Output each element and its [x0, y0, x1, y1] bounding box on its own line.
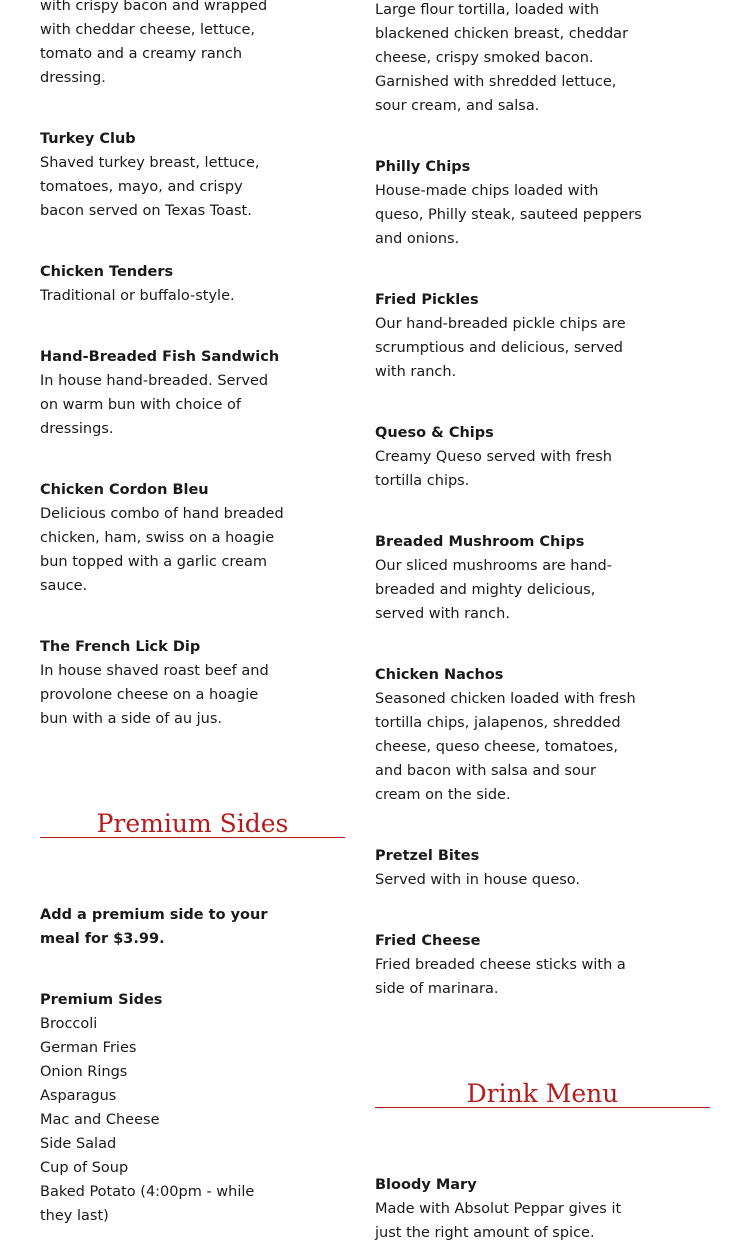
premium-sides-list-title: Premium Sides: [40, 992, 163, 1008]
menu-item-description: Traditional or buffalo-style.: [40, 288, 235, 304]
menu-item-title: Philly Chips: [375, 159, 471, 175]
list-item: Side Salad: [40, 1136, 117, 1152]
menu-item-title: Hand-Breaded Fish Sandwich: [40, 349, 280, 365]
menu-item-title: Turkey Club: [40, 131, 136, 147]
premium-sides-list-block: [40, 988, 285, 1228]
menu-item-description: Shaved turkey breast, lettuce, tomatoes, mayo, and crispy bacon served on Texas Toast.: [40, 155, 260, 219]
menu-item-title: Pretzel Bites: [375, 848, 480, 864]
menu-item-fried-pickles: [375, 288, 643, 384]
menu-item-description: Delicious combo of hand breaded chicken, ham, swiss on a hoagie bun topped with a garlic cream sauce.: [40, 506, 284, 594]
menu-item-description: Creamy Queso served with fresh tortilla chips.: [375, 449, 612, 489]
list-item: German Fries: [40, 1040, 137, 1056]
menu-item-description: Seasoned chicken loaded with fresh tortilla chips, jalapenos, shredded cheese, queso cheese, tomatoes, and bacon with salsa and sour cream on the side.: [375, 691, 636, 803]
menu-item-partial: [375, 0, 643, 118]
menu-item-breaded-mushroom-chips: [375, 530, 643, 626]
premium-side-note-text: Add a premium side to your meal for $3.99.: [40, 907, 268, 947]
menu-item-title: Bloody Mary: [375, 1177, 477, 1193]
menu-item-title: The French Lick Dip: [40, 639, 201, 655]
menu-item-title: Breaded Mushroom Chips: [375, 534, 585, 550]
premium-sides-header: [40, 807, 345, 838]
menu-item-title: Chicken Cordon Bleu: [40, 482, 209, 498]
menu-item-turkey-club: [40, 127, 285, 223]
menu-item-title: Chicken Tenders: [40, 264, 174, 280]
menu-item-description: Large flour tortilla, loaded with blackened chicken breast, cheddar cheese, crispy smoked bacon. Garnished with shredded lettuce, sour cream, and salsa.: [375, 2, 629, 114]
menu-item-description: Our hand-breaded pickle chips are scrumptious and delicious, served with ranch.: [375, 316, 626, 380]
list-item: Onion Rings: [40, 1064, 128, 1080]
menu-item-description: House-made chips loaded with queso, Philly steak, sauteed peppers and onions.: [375, 183, 642, 247]
menu-item-title: Chicken Nachos: [375, 667, 504, 683]
list-item: Broccoli: [40, 1016, 98, 1032]
drink-menu-header: [375, 1077, 710, 1108]
section-title: Drink Menu: [466, 1079, 619, 1108]
menu-item-description: with crispy bacon and wrapped with cheddar cheese, lettuce, tomato and a creamy ranch dressing.: [40, 0, 268, 86]
menu-item-description: Made with Absolut Peppar gives it just the right amount of spice.: [375, 1201, 622, 1241]
menu-item-partial: [40, 0, 285, 90]
menu-item-title: Fried Cheese: [375, 933, 481, 949]
menu-item-description: Served with in house queso.: [375, 872, 581, 888]
menu-item-chicken-cordon-bleu: [40, 478, 285, 598]
menu-item-chicken-tenders: [40, 260, 285, 308]
premium-side-note: [40, 903, 285, 951]
menu-item-fried-cheese: [375, 929, 643, 1001]
menu-item-bloody-mary: [375, 1173, 643, 1245]
menu-item-description: Fried breaded cheese sticks with a side of marinara.: [375, 957, 626, 997]
menu-item-philly-chips: [375, 155, 643, 251]
premium-sides-list: [40, 1012, 285, 1228]
menu-item-title: Queso & Chips: [375, 425, 494, 441]
list-item: Asparagus: [40, 1088, 117, 1104]
menu-item-description: In house shaved roast beef and provolone cheese on a hoagie bun with a side of au jus.: [40, 663, 269, 727]
menu-item-fish-sandwich: [40, 345, 285, 441]
menu-item-description: In house hand-breaded. Served on warm bun with choice of dressings.: [40, 373, 269, 437]
section-title: Premium Sides: [96, 809, 289, 838]
menu-item-title: Fried Pickles: [375, 292, 479, 308]
list-item: Cup of Soup: [40, 1160, 129, 1176]
menu-item-queso-chips: [375, 421, 643, 493]
menu-item-description: Our sliced mushrooms are hand-breaded and mighty delicious, served with ranch.: [375, 558, 612, 622]
menu-item-pretzel-bites: [375, 844, 643, 892]
menu-item-chicken-nachos: [375, 663, 643, 807]
list-item: Baked Potato (4:00pm - while they last): [40, 1184, 255, 1224]
menu-item-french-lick-dip: [40, 635, 285, 731]
list-item: Mac and Cheese: [40, 1112, 160, 1128]
